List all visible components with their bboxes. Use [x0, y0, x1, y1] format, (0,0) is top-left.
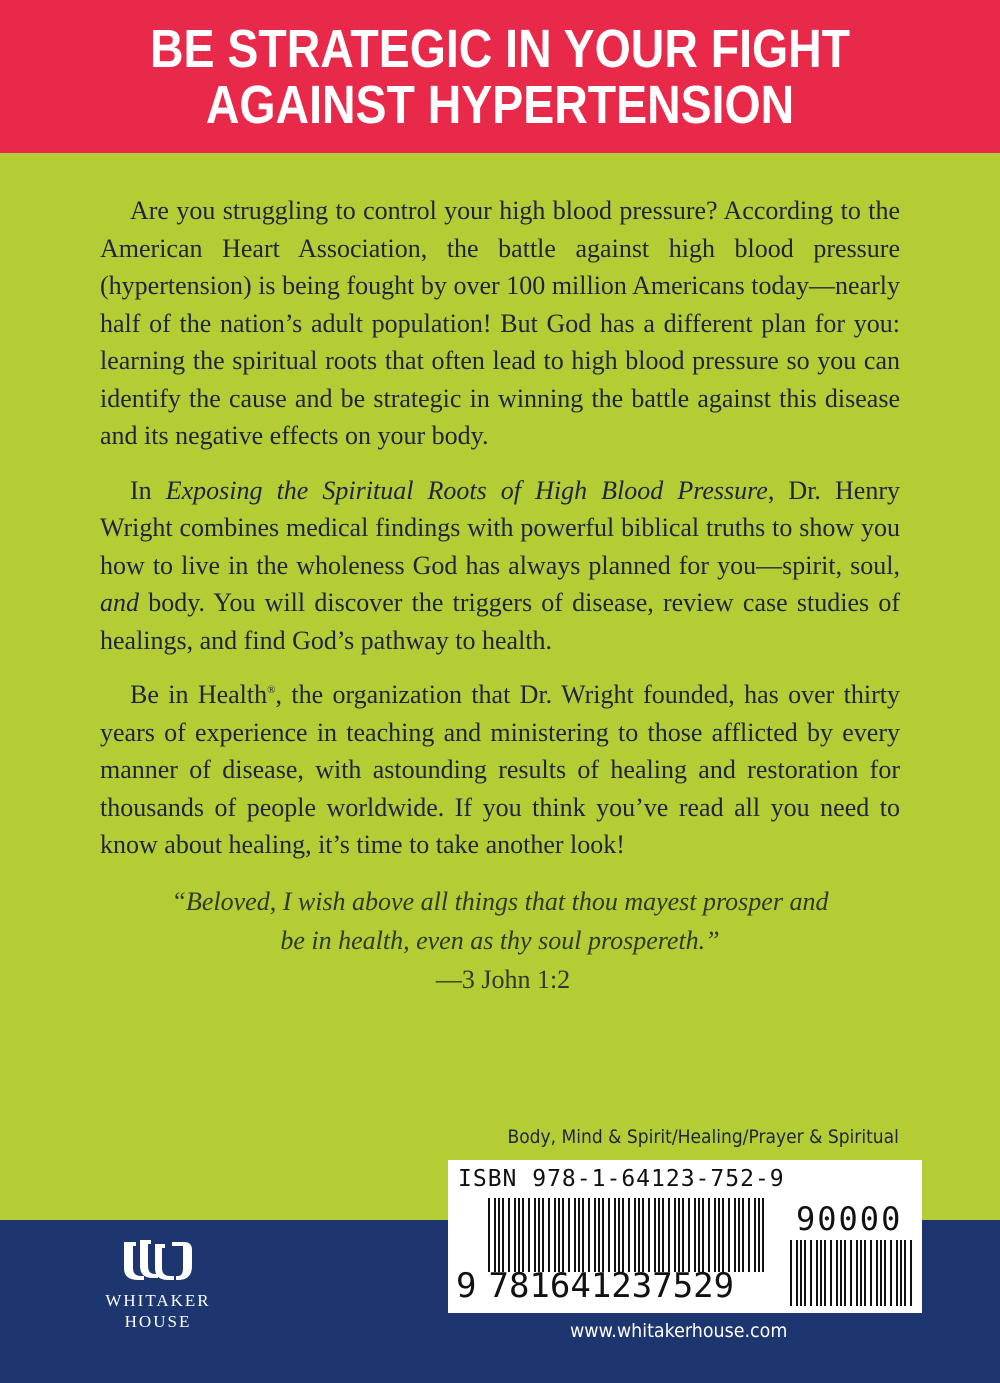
quote-line-1: “Beloved, I wish above all things that thou mayest prosper and [171, 887, 829, 916]
barcode-bar [618, 1198, 620, 1272]
barcode-bar [864, 1240, 866, 1306]
barcode-bar [796, 1240, 798, 1306]
description [100, 192, 900, 881]
barcode-bar [678, 1198, 680, 1272]
barcode-bar [870, 1240, 872, 1306]
barcode-bar [638, 1198, 640, 1272]
barcode-bar [594, 1198, 596, 1272]
p2-emphasis-and: and [100, 588, 139, 617]
barcode-bar [514, 1198, 516, 1272]
barcode-bar [568, 1198, 570, 1272]
publisher-website: www.whitakerhouse.com [570, 1320, 788, 1342]
barcode-bar [574, 1198, 576, 1272]
publisher-logo [103, 1236, 213, 1332]
barcode-bar [602, 1198, 604, 1272]
barcode-bar [850, 1240, 852, 1306]
barcode-lead-digit: 9 [456, 1266, 477, 1306]
barcode-bar [694, 1198, 696, 1272]
barcode-bar [876, 1240, 878, 1306]
price-code-text: 90000 [796, 1200, 903, 1238]
whitaker-house-logo-icon [118, 1236, 198, 1282]
barcode-bar [734, 1198, 736, 1272]
barcode-bar [542, 1198, 544, 1272]
barcode-bar [738, 1198, 740, 1272]
p2-text-c: body. You will discover the triggers of disease, review case studies of healings, and find God’s pathway to health. [100, 588, 900, 655]
barcode-bar [658, 1198, 660, 1272]
barcode-bar [508, 1198, 510, 1272]
quote-line-2: be in health, even as thy soul prospereth.” [280, 926, 720, 955]
barcode-bar [714, 1198, 716, 1272]
barcode-bar [554, 1198, 556, 1272]
barcode-bar [548, 1198, 550, 1272]
barcode-bar [836, 1240, 838, 1306]
barcode-bar [494, 1198, 496, 1272]
barcode-bar [634, 1198, 636, 1272]
barcode-bar [816, 1240, 818, 1306]
barcode-bar [598, 1198, 600, 1272]
p3-text-a: Be in Health [130, 680, 268, 709]
p2-text-a: In [130, 475, 166, 505]
barcode-bar [702, 1198, 704, 1272]
barcode-bar [488, 1198, 490, 1272]
barcode-bar [900, 1240, 902, 1306]
headline-line-1: BE STRATEGIC IN YOUR FIGHT [149, 18, 851, 79]
publisher-name-line-2: HOUSE [124, 1312, 192, 1331]
barcode-bar [896, 1240, 898, 1306]
barcode-label [448, 1160, 922, 1313]
barcode-bar [502, 1198, 504, 1272]
barcode-bar [518, 1198, 520, 1272]
ean-barcode-bars [488, 1198, 764, 1272]
barcode-bar [718, 1198, 720, 1272]
barcode-bar [498, 1198, 500, 1272]
book-category: Body, Mind & Spirit/Healing/Prayer & Spiritual [507, 1126, 899, 1148]
barcode-bar [844, 1240, 846, 1306]
scripture-quote [100, 882, 900, 999]
barcode-bar [910, 1240, 912, 1306]
barcode-bar [884, 1240, 886, 1306]
barcode-bar [562, 1198, 564, 1272]
barcode-bar [654, 1198, 656, 1272]
barcode-bar [688, 1198, 690, 1272]
p3-text-b: , the organization that Dr. Wright founded, has over thirty years of experience in teaching and ministering to those afflicted by every manner of disease, with astounding results of healing and restoration for thousands of people worldwide. If you think you’ve read all you need to know about healing, it’s time to take another look! [100, 680, 900, 859]
barcode-bar [890, 1240, 892, 1306]
barcode-bar [856, 1240, 858, 1306]
paragraph-3 [100, 676, 900, 864]
barcode-bar [754, 1198, 756, 1272]
barcode-bar [622, 1198, 624, 1272]
price-barcode-bars [790, 1240, 912, 1306]
barcode-bar [522, 1198, 524, 1272]
barcode-bar [668, 1198, 670, 1272]
isbn-text: ISBN 978-1-64123-752-9 [458, 1166, 785, 1192]
barcode-bar [608, 1198, 610, 1272]
barcode-bar [614, 1198, 616, 1272]
barcode-bar [698, 1198, 700, 1272]
barcode-bar [800, 1240, 802, 1306]
barcode-bar [880, 1240, 882, 1306]
barcode-bar [628, 1198, 630, 1272]
barcode-bar [528, 1198, 530, 1272]
barcode-bar [708, 1198, 710, 1272]
barcode-bar [722, 1198, 724, 1272]
barcode-number: 781641237529 [488, 1266, 735, 1306]
headline-line-2: AGAINST HYPERTENSION [205, 74, 795, 135]
barcode-bar [840, 1240, 842, 1306]
barcode-bar [824, 1240, 826, 1306]
barcode-bar [762, 1198, 764, 1272]
barcode-bar [538, 1198, 540, 1272]
barcode-bar [578, 1198, 580, 1272]
barcode-bar [790, 1240, 792, 1306]
barcode-bar [588, 1198, 590, 1272]
registered-mark: ® [267, 684, 276, 696]
barcode-bar [674, 1198, 676, 1272]
barcode-bar [682, 1198, 684, 1272]
barcode-bar [758, 1198, 760, 1272]
barcode-bar [804, 1240, 806, 1306]
barcode-bar [662, 1198, 664, 1272]
barcode-bar [742, 1198, 744, 1272]
barcode-bar [810, 1240, 812, 1306]
barcode-bar [648, 1198, 650, 1272]
barcode-bar [642, 1198, 644, 1272]
publisher-name-line-1: WHITAKER [105, 1291, 211, 1310]
header-banner [0, 0, 1000, 153]
barcode-bar [728, 1198, 730, 1272]
barcode-bar [820, 1240, 822, 1306]
paragraph-1: Are you struggling to control your high blood pressure? According to the American Heart Association, the battle against high blood pressure (hypertension) is being fought by over 100 million Americans today—nearly half of the nation’s adult population! But God has a different plan for you: learning the spiritual roots that often lead to high blood pressure so you can identify the cause and be strategic in winning the battle against this disease and its negative effects on your body. [100, 196, 900, 450]
barcode-bar [558, 1198, 560, 1272]
barcode-bar [748, 1198, 750, 1272]
quote-reference: —3 John 1:2 [435, 965, 571, 994]
paragraph-2 [100, 472, 900, 660]
book-title: Exposing the Spiritual Roots of High Blood Pressure [165, 475, 768, 505]
barcode-bar [582, 1198, 584, 1272]
barcode-bar [904, 1240, 906, 1306]
p2-text-b: , Dr. Henry Wright combines medical findings with powerful biblical truths to show you how to live in the wholeness God has always planned for you—spirit, soul, [100, 475, 900, 580]
barcode-bar [860, 1240, 862, 1306]
barcode-digits [456, 1266, 734, 1306]
barcode-bar [830, 1240, 832, 1306]
barcode-bar [534, 1198, 536, 1272]
